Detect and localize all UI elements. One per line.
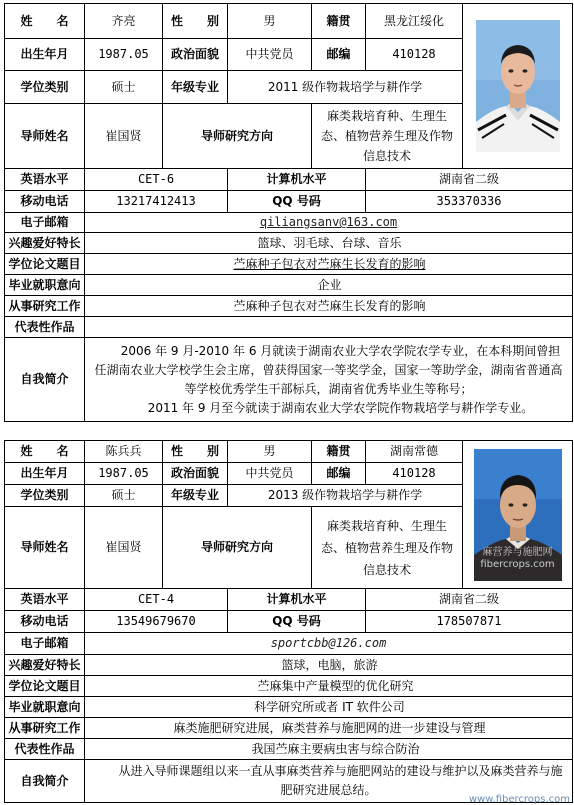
intro-text <box>85 338 573 422</box>
mobile-value: 13217412413 <box>85 191 228 213</box>
name-value: 陈兵兵 <box>85 441 163 463</box>
hobby-label: 兴趣爱好特长 <box>5 655 85 676</box>
politics-label: 政治面貌 <box>163 39 228 71</box>
zip-label: 邮编 <box>312 39 366 71</box>
advisor-direction-label: 导师研究方向 <box>163 507 312 589</box>
english-value: CET-4 <box>85 589 228 611</box>
research-value: 麻类施肥研究进展，麻类营养与施肥网的进一步建设与管理 <box>85 718 573 739</box>
computer-label: 计算机水平 <box>228 589 366 611</box>
birth-label: 出生年月 <box>5 39 85 71</box>
research-label: 从事研究工作 <box>5 296 85 317</box>
hobby-value: 篮球、羽毛球、台球、音乐 <box>85 233 573 254</box>
research-label: 从事研究工作 <box>5 718 85 739</box>
advisor-label: 导师姓名 <box>5 507 85 589</box>
job-intent-label: 毕业就职意向 <box>5 275 85 296</box>
photo-cell <box>463 441 573 589</box>
hobby-label: 兴趣爱好特长 <box>5 233 85 254</box>
photo-watermark-line: fibercrops.com <box>480 558 555 570</box>
email-link[interactable]: qiliangsanv@163.com <box>85 213 573 233</box>
grade-major-value: 2013 级作物栽培学与耕作学 <box>228 485 463 507</box>
origin-label: 籍贯 <box>312 4 366 39</box>
birth-label: 出生年月 <box>5 463 85 485</box>
origin-value: 湖南常德 <box>366 441 463 463</box>
intro-paragraph: 从进入导师课题组以来一直从事麻类营养与施肥网站的建设与维护以及麻类营养与施肥研究进展总结。 <box>118 764 563 797</box>
hobby-value: 篮球，电脑，旅游 <box>85 655 573 676</box>
works-value <box>85 317 573 338</box>
gender-value: 男 <box>228 441 312 463</box>
intro-label: 自我简介 <box>5 760 85 803</box>
zip-label: 邮编 <box>312 463 366 485</box>
grade-major-label: 年级专业 <box>163 485 228 507</box>
intro-paragraph: 2011 年 9 月至今就读于湖南农业大学农学院作物栽培学与耕作学专业。 <box>147 400 534 415</box>
politics-value: 中共党员 <box>228 39 312 71</box>
qq-value: 178507871 <box>366 611 573 633</box>
advisor-value: 崔国贤 <box>85 104 163 169</box>
zip-value: 410128 <box>366 39 463 71</box>
birth-value: 1987.05 <box>85 39 163 71</box>
birth-value: 1987.05 <box>85 463 163 485</box>
degree-label: 学位类别 <box>5 71 85 104</box>
photo-cell <box>463 4 573 169</box>
grade-major-label: 年级专业 <box>163 71 228 104</box>
student-table-1 <box>4 3 573 422</box>
job-intent-value: 科学研究所或者 IT 软件公司 <box>85 697 573 718</box>
student-photo <box>476 20 560 152</box>
works-value: 我国苎麻主要病虫害与综合防治 <box>85 739 573 760</box>
politics-label: 政治面貌 <box>163 463 228 485</box>
computer-value: 湖南省二级 <box>366 589 573 611</box>
computer-label: 计算机水平 <box>228 169 366 191</box>
degree-value: 硕士 <box>85 71 163 104</box>
email-label: 电子邮箱 <box>5 633 85 655</box>
thesis-value: 苎麻集中产量模型的优化研究 <box>85 676 573 697</box>
works-label: 代表性作品 <box>5 739 85 760</box>
thesis-label: 学位论文题目 <box>5 676 85 697</box>
grade-major-value: 2011 级作物栽培学与耕作学 <box>228 71 463 104</box>
research-value: 苎麻种子包衣对苎麻生长发育的影响 <box>85 296 573 317</box>
mobile-value: 13549679670 <box>85 611 228 633</box>
origin-label: 籍贯 <box>312 441 366 463</box>
qq-label: QQ 号码 <box>228 191 366 213</box>
english-value: CET-6 <box>85 169 228 191</box>
site-watermark: www.fibercrops.com <box>468 794 570 805</box>
name-value: 齐亮 <box>85 4 163 39</box>
advisor-direction-label: 导师研究方向 <box>163 104 312 169</box>
english-label: 英语水平 <box>5 589 85 611</box>
english-label: 英语水平 <box>5 169 85 191</box>
photo-watermark-line: 麻营养与施肥网 <box>482 546 553 558</box>
advisor-direction-value: 麻类栽培育种、生理生态、植物营养生理及作物信息技术 <box>312 507 463 589</box>
advisor-value: 崔国贤 <box>85 507 163 589</box>
advisor-direction-value: 麻类栽培育种、生理生态、植物营养生理及作物信息技术 <box>312 104 463 169</box>
qq-label: QQ 号码 <box>228 611 366 633</box>
gender-label: 性 别 <box>163 4 228 39</box>
photo-watermark <box>474 547 562 571</box>
intro-paragraph: 2006 年 9 月-2010 年 6 月就读于湖南农业大学农学院农学专业，在本科期间曾担任湖南农业大学校学生会主席，曾获得国家一等奖学金，国家一等助学金，湖南省普通高等学校优秀学生干部标兵，湖南省优秀毕业生等称号； <box>94 343 563 396</box>
name-label: 姓 名 <box>5 441 85 463</box>
mobile-label: 移动电话 <box>5 611 85 633</box>
gender-label: 性 别 <box>163 441 228 463</box>
thesis-label: 学位论文题目 <box>5 254 85 275</box>
job-intent-value: 企业 <box>85 275 573 296</box>
computer-value: 湖南省二级 <box>366 169 573 191</box>
zip-value: 410128 <box>366 463 463 485</box>
origin-value: 黑龙江绥化 <box>366 4 463 39</box>
job-intent-label: 毕业就职意向 <box>5 697 85 718</box>
mobile-label: 移动电话 <box>5 191 85 213</box>
politics-value: 中共党员 <box>228 463 312 485</box>
email-link[interactable]: sportcbb@126.com <box>85 633 573 655</box>
advisor-label: 导师姓名 <box>5 104 85 169</box>
gender-value: 男 <box>228 4 312 39</box>
student-table-2 <box>4 440 573 803</box>
name-label: 姓 名 <box>5 4 85 39</box>
qq-value: 353370336 <box>366 191 573 213</box>
student-photo <box>474 449 562 581</box>
thesis-value: 苎麻种子包衣对苎麻生长发育的影响 <box>85 254 573 275</box>
email-label: 电子邮箱 <box>5 213 85 233</box>
degree-label: 学位类别 <box>5 485 85 507</box>
works-label: 代表性作品 <box>5 317 85 338</box>
degree-value: 硕士 <box>85 485 163 507</box>
intro-label: 自我简介 <box>5 338 85 422</box>
